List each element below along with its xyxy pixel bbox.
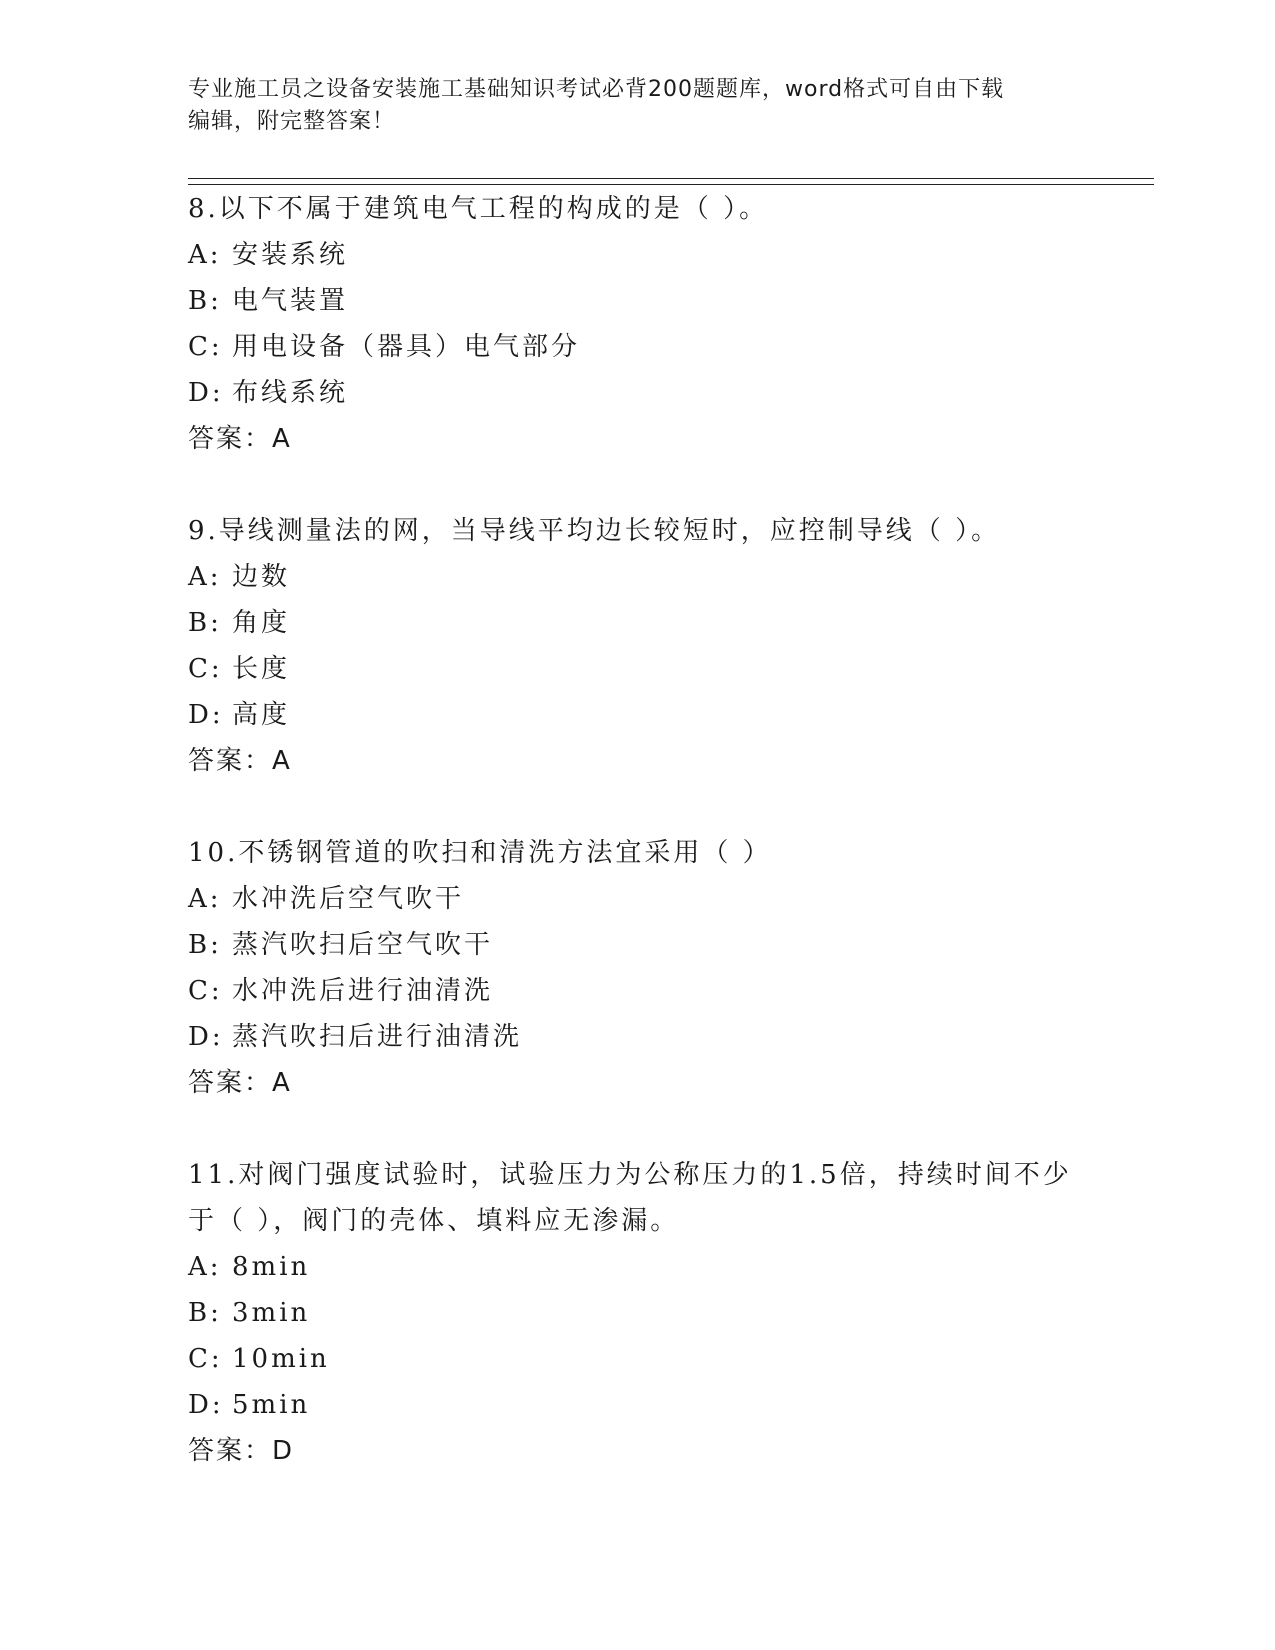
option-c bbox=[188, 324, 1154, 370]
option-d bbox=[188, 370, 1154, 416]
question-list bbox=[188, 186, 1154, 1520]
answer-line: 答案：A bbox=[188, 1068, 292, 1098]
option-label: B: bbox=[188, 608, 222, 638]
option-label: D: bbox=[188, 378, 224, 408]
question-9 bbox=[188, 508, 1154, 784]
header-divider-bottom bbox=[188, 184, 1154, 185]
option-label: D: bbox=[188, 1022, 224, 1052]
option-a bbox=[188, 876, 1154, 922]
option-label: D: bbox=[188, 1390, 224, 1420]
option-label: A: bbox=[188, 1252, 222, 1282]
header-divider-top bbox=[188, 178, 1154, 179]
option-b bbox=[188, 278, 1154, 324]
question-stem: 9.导线测量法的网，当导线平均边长较短时，应控制导线（ ）。 bbox=[188, 516, 1001, 546]
option-text: 蒸汽吹扫后空气吹干 bbox=[232, 930, 494, 960]
document-header bbox=[188, 74, 1078, 138]
option-text: 水冲洗后进行油清洗 bbox=[232, 976, 494, 1006]
option-label: C: bbox=[188, 332, 223, 362]
option-label: C: bbox=[188, 976, 223, 1006]
option-label: B: bbox=[188, 1298, 222, 1328]
option-a bbox=[188, 232, 1154, 278]
option-text: 蒸汽吹扫后进行油清洗 bbox=[232, 1022, 523, 1052]
option-text: 安装系统 bbox=[232, 240, 349, 270]
option-label: C: bbox=[188, 654, 223, 684]
option-b bbox=[188, 1290, 1154, 1336]
question-10 bbox=[188, 830, 1154, 1106]
option-label: A: bbox=[188, 884, 222, 914]
option-c bbox=[188, 1336, 1154, 1382]
answer-line: 答案：A bbox=[188, 424, 292, 454]
option-text: 用电设备（器具）电气部分 bbox=[232, 332, 581, 362]
option-label: B: bbox=[188, 930, 222, 960]
header-line-2: 编辑，附完整答案！ bbox=[188, 109, 396, 134]
header-line-1: 专业施工员之设备安装施工基础知识考试必背200题题库，word格式可自由下载 bbox=[188, 77, 1005, 102]
question-stem-continued: 于（ ），阀门的壳体、填料应无渗漏。 bbox=[188, 1206, 680, 1236]
option-text: 电气装置 bbox=[232, 286, 349, 316]
option-d bbox=[188, 1382, 1154, 1428]
option-d bbox=[188, 1014, 1154, 1060]
option-text: 8min bbox=[232, 1252, 311, 1282]
option-text: 10min bbox=[232, 1344, 330, 1374]
option-a bbox=[188, 1244, 1154, 1290]
option-a bbox=[188, 554, 1154, 600]
option-label: C: bbox=[188, 1344, 223, 1374]
option-d bbox=[188, 692, 1154, 738]
question-stem: 10.不锈钢管道的吹扫和清洗方法宜采用（ ） bbox=[188, 838, 772, 868]
answer-line: 答案：A bbox=[188, 746, 292, 776]
question-stem: 8.以下不属于建筑电气工程的构成的是（ ）。 bbox=[188, 194, 769, 224]
answer-line: 答案：D bbox=[188, 1436, 295, 1466]
option-text: 3min bbox=[232, 1298, 311, 1328]
question-8 bbox=[188, 186, 1154, 462]
option-b bbox=[188, 922, 1154, 968]
question-stem: 11.对阀门强度试验时，试验压力为公称压力的1.5倍，持续时间不少 bbox=[188, 1160, 1072, 1190]
option-label: D: bbox=[188, 700, 224, 730]
option-text: 布线系统 bbox=[232, 378, 349, 408]
option-b bbox=[188, 600, 1154, 646]
option-text: 水冲洗后空气吹干 bbox=[232, 884, 465, 914]
option-label: B: bbox=[188, 286, 222, 316]
option-c bbox=[188, 968, 1154, 1014]
option-text: 5min bbox=[232, 1390, 311, 1420]
question-11 bbox=[188, 1152, 1154, 1474]
option-text: 长度 bbox=[232, 654, 291, 684]
option-label: A: bbox=[188, 562, 222, 592]
option-label: A: bbox=[188, 240, 222, 270]
option-text: 角度 bbox=[232, 608, 291, 638]
option-c bbox=[188, 646, 1154, 692]
option-text: 高度 bbox=[232, 700, 291, 730]
option-text: 边数 bbox=[232, 562, 291, 592]
